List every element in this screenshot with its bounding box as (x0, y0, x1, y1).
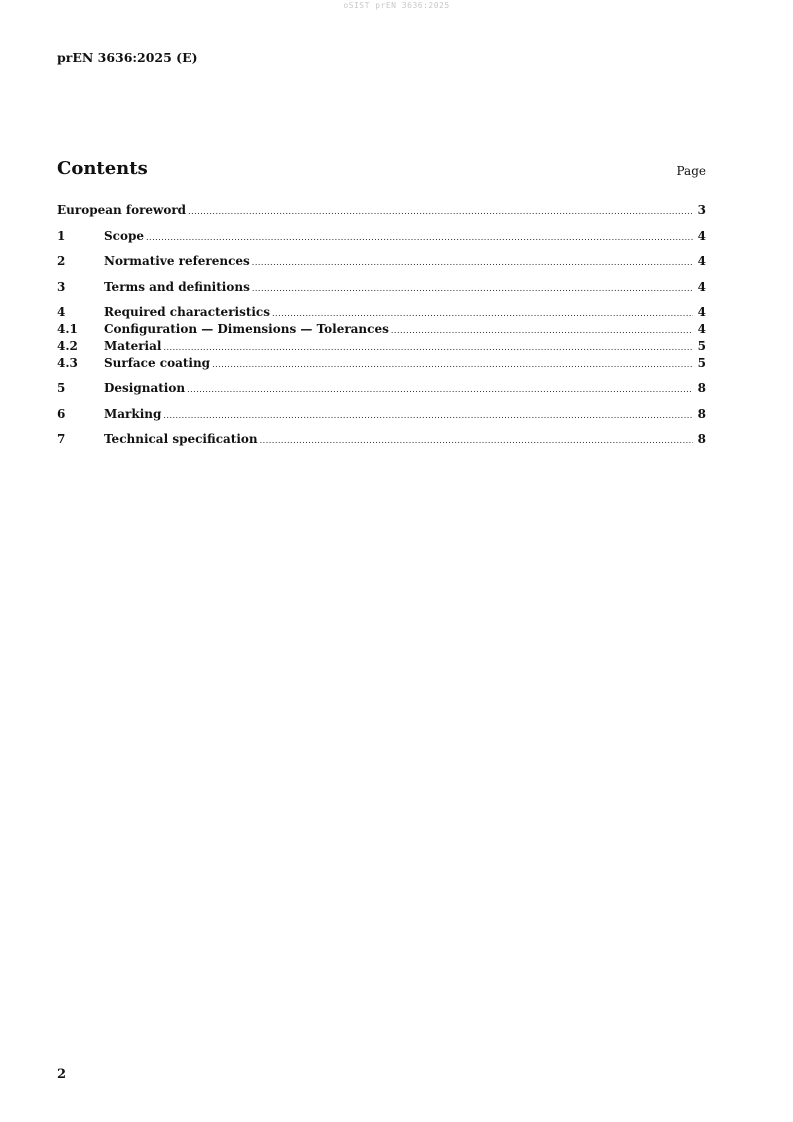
toc-entry-title: Marking (104, 407, 162, 421)
watermark: oSIST prEN 3636:2025 (343, 1, 450, 10)
document-id: prEN 3636:2025 (E) (57, 50, 198, 65)
toc-entry-number: 3 (57, 280, 66, 294)
toc-leader-dots (163, 341, 693, 355)
toc-leader-dots (391, 324, 693, 338)
toc-entry-page: 8 (697, 432, 706, 446)
page-column-label: Page (676, 164, 706, 178)
toc-entry-4-1[interactable] (57, 322, 706, 336)
toc-entry-5[interactable] (57, 381, 706, 395)
toc-leader-dots (146, 231, 693, 245)
toc-entry-title: Configuration — Dimensions — Tolerances (104, 322, 389, 336)
toc-entry-title: Required characteristics (104, 305, 270, 319)
toc-entry-page: 3 (697, 203, 706, 217)
toc-entry-4-2[interactable] (57, 339, 706, 353)
toc-leader-dots (252, 282, 693, 296)
toc-entry-6[interactable] (57, 407, 706, 421)
toc-entry-number: 6 (57, 407, 66, 421)
toc-entry-page: 4 (697, 305, 706, 319)
toc-entry-number: 4.1 (57, 322, 78, 336)
toc-entry-page: 5 (697, 356, 706, 370)
toc-entry-title: Designation (104, 381, 186, 395)
toc-entry-number: 4 (57, 305, 66, 319)
toc-entry-title: Scope (104, 229, 145, 243)
toc-entry-page: 8 (697, 381, 706, 395)
toc-entry-title: Normative references (104, 254, 250, 268)
toc-entry-4-3[interactable] (57, 356, 706, 370)
toc-entry-page: 4 (697, 254, 706, 268)
toc-entry-number: 2 (57, 254, 66, 268)
toc-entry-2[interactable] (57, 254, 706, 268)
toc-entry-number: 1 (57, 229, 66, 243)
toc-entry-7[interactable] (57, 432, 706, 446)
toc-entry-3[interactable] (57, 280, 706, 294)
toc-entry-title: Surface coating (104, 356, 211, 370)
toc-leader-dots (187, 383, 693, 397)
toc-entry-4[interactable] (57, 305, 706, 319)
toc-entry-number: 5 (57, 381, 66, 395)
toc-entry-number: 4.3 (57, 356, 78, 370)
toc-leader-dots (252, 256, 693, 270)
toc-entry-page: 8 (697, 407, 706, 421)
toc-entry-page: 4 (697, 280, 706, 294)
page-number: 2 (57, 1067, 67, 1082)
toc-entry-foreword[interactable] (57, 203, 706, 217)
toc-leader-dots (260, 434, 693, 448)
toc-leader-dots (212, 358, 693, 372)
toc-leader-dots (188, 205, 693, 219)
toc-entry-number: 7 (57, 432, 66, 446)
toc-entry-title: Technical specification (104, 432, 258, 446)
toc-entry-page: 4 (697, 229, 706, 243)
toc-entry-page: 4 (697, 322, 706, 336)
toc-entry-title: Material (104, 339, 162, 353)
toc-entry-number: 4.2 (57, 339, 78, 353)
toc-leader-dots (163, 409, 693, 423)
toc-entry-page: 5 (697, 339, 706, 353)
toc-entry-1[interactable] (57, 229, 706, 243)
contents-heading: Contents (57, 158, 148, 179)
toc-leader-dots (272, 307, 693, 321)
toc-entry-title: European foreword (57, 203, 187, 217)
toc-entry-title: Terms and definitions (104, 280, 250, 294)
